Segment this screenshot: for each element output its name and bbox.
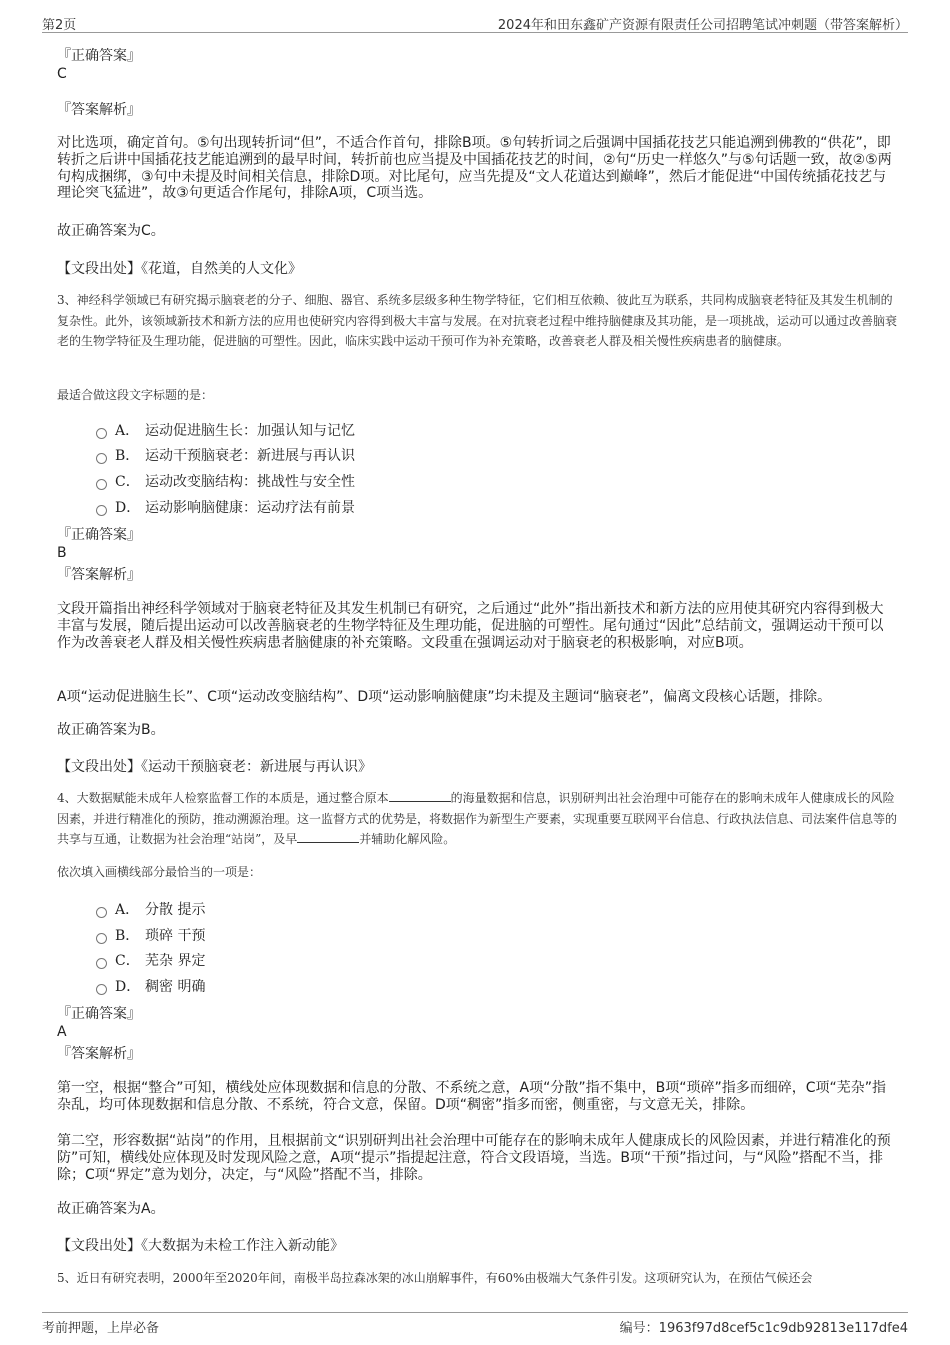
option-letter: C． — [115, 953, 140, 969]
q3-prompt: 最适合做这段文字标题的是： — [57, 388, 214, 402]
q4-analysis-p2: 第二空，形容数据“站岗”的作用，且根据前文“识别研判出社会治理中可能存在的影响未成年人健康成长的风险因素，并进行精准化的预防”可知，横线处应体现及时发现风险之意，A项“提示”指提起注意，符合文段语境，当选。B项“干预”指过问，与“风险”搭配不当，排除；C项“界定”意为划分，决定，与“风险”搭配不当，排除。 — [57, 1133, 891, 1183]
q3-option-d[interactable] — [96, 498, 355, 518]
q2-analysis-p1: 对比选项，确定首句。⑤句出现转折词“但”，不适合作首句，排除B项。⑤句转折词之后强调中国插花技艺只能追溯到佛教的“供花”，即转折之后讲中国插花技艺能追溯到的最早时间，转折前也应当提及中国插花技艺的时间，②句“历史一样悠久”与⑤句话题一致，故②⑤两句构成捆绑，③句中未提及时间相关信息，排除D项。对比尾句，应当先提及“文人花道达到巅峰”，然后才能促进“中国传统插花技艺与理论突飞猛进”，故③句更适合作尾句，排除A项，C项当选。 — [57, 135, 892, 202]
fill-blank-1 — [389, 789, 451, 802]
radio-icon[interactable] — [96, 933, 107, 944]
q2-analysis-label: 『答案解析』 — [57, 102, 141, 118]
q2-correct-label: 『正确答案』 — [57, 48, 141, 64]
q4-source: 【文段出处】《大数据为未检工作注入新动能》 — [57, 1238, 344, 1254]
q2-analysis-p2: 故正确答案为C。 — [57, 223, 165, 239]
radio-icon[interactable] — [96, 907, 107, 918]
radio-icon[interactable] — [96, 479, 107, 490]
option-letter: B． — [115, 928, 140, 944]
page-number: 第2页 — [42, 18, 77, 33]
q4-analysis-label: 『答案解析』 — [57, 1046, 141, 1062]
q2-source: 【文段出处】《花道，自然美的人文化》 — [57, 261, 302, 277]
radio-icon[interactable] — [96, 428, 107, 439]
q4-option-b[interactable] — [96, 926, 205, 946]
q3-stem: 3、神经科学领域已有研究揭示脑衰老的分子、细胞、器官、系统多层级多种生物学特征，它们相互依赖、彼此互为联系，共同构成脑衰老特征及其发生机制的复杂性。此外，该领域新技术和新方法的应用也使研究内容得到极大丰富与发展。在对抗衰老过程中维持脑健康及其功能，是一项挑战，运动可以通过改善脑衰老的生物学特征及生理功能，促进脑的可塑性。因此，临床实践中运动干预可作为补充策略，改善衰老人群及相关慢性疾病患者的脑健康。 — [57, 293, 898, 348]
q4-option-a[interactable] — [96, 900, 205, 920]
option-letter: B． — [115, 448, 140, 464]
q3-option-a[interactable] — [96, 421, 355, 441]
radio-icon[interactable] — [96, 958, 107, 969]
q3-analysis-label: 『答案解析』 — [57, 567, 141, 583]
radio-icon[interactable] — [96, 453, 107, 464]
radio-icon[interactable] — [96, 984, 107, 995]
q4-prompt: 依次填入画横线部分最恰当的一项是： — [57, 865, 262, 879]
q3-answer: B — [57, 545, 67, 561]
q3-analysis-p2: A项“运动促进脑生长”、C项“运动改变脑结构”、D项“运动影响脑健康”均未提及主题词“脑衰老”，偏离文段核心话题，排除。 — [57, 689, 832, 705]
fill-blank-2 — [297, 830, 359, 843]
q3-option-b[interactable] — [96, 446, 355, 466]
option-letter: A． — [115, 902, 140, 918]
q4-stem-part3: 并辅助化解风险。 — [359, 832, 456, 846]
option-text: 运动促进脑生长：加强认知与记忆 — [145, 423, 355, 439]
radio-icon[interactable] — [96, 505, 107, 516]
option-letter: D． — [115, 979, 141, 995]
q4-analysis-p3: 故正确答案为A。 — [57, 1201, 165, 1217]
q4-correct-label: 『正确答案』 — [57, 1006, 141, 1022]
option-text: 运动干预脑衰老：新进展与再认识 — [145, 448, 355, 464]
option-text: 稠密 明确 — [145, 979, 206, 995]
option-letter: D． — [115, 500, 141, 516]
page-footer — [42, 1312, 908, 1335]
option-letter: C． — [115, 474, 140, 490]
q4-stem-part2: 的海量数据和信息，识别研判出社会治理中可能存在的影响未成年人健康成长的风险因素，并进行精准化的预防，推动溯源治理。这一监督方式的优势是，将数据作为新型生产要素，实现重要互联网平台信息、行政执法信息、司法案件信息等的共享与互通，让数据为社会治理“站岗”，及早 — [57, 791, 898, 846]
option-text: 琐碎 干预 — [145, 928, 206, 944]
q4-analysis-p1: 第一空，根据“整合”可知，横线处应体现数据和信息的分散、不系统之意，A项“分散”指不集中，B项“琐碎”指多而细碎，C项“芜杂”指杂乱，均可体现数据和信息分散、不系统，符合文意，保留。D项“稠密”指多而密，侧重密，与文意无关，排除。 — [57, 1080, 886, 1113]
q4-stem-part1: 4、大数据赋能未成年人检察监督工作的本质是，通过整合原本 — [57, 791, 389, 805]
document-title: 2024年和田东鑫矿产资源有限责任公司招聘笔试冲刺题（带答案解析） — [497, 18, 908, 33]
option-text: 运动改变脑结构：挑战性与安全性 — [145, 474, 355, 490]
footer-slogan: 考前押题，上岸必备 — [42, 1321, 160, 1336]
q4-answer: A — [57, 1024, 67, 1040]
q3-source: 【文段出处】《运动干预脑衰老：新进展与再认识》 — [57, 759, 372, 775]
q3-option-c[interactable] — [96, 472, 355, 492]
q3-correct-label: 『正确答案』 — [57, 527, 141, 543]
q2-answer: C — [57, 66, 67, 82]
q4-option-d[interactable] — [96, 977, 205, 997]
option-text: 运动影响脑健康：运动疗法有前景 — [145, 500, 355, 516]
option-letter: A． — [115, 423, 140, 439]
option-text: 芜杂 界定 — [145, 953, 206, 969]
q4-option-c[interactable] — [96, 951, 205, 971]
document-serial: 编号：1963f97d8cef5c1c9db92813e117dfe4 — [619, 1321, 908, 1336]
q3-analysis-p1: 文段开篇指出神经科学领域对于脑衰老特征及其发生机制已有研究，之后通过“此外”指出新技术和新方法的应用使其研究内容得到极大丰富与发展，随后提出运动可以改善脑衰老的生物学特征及生理功能，促进脑的可塑性。尾句通过“因此”总结前文，强调运动干预可以作为改善衰老人群及相关慢性疾病患者脑健康的补充策略。文段重在强调运动对于脑衰老的积极影响，对应B项。 — [57, 601, 884, 651]
option-text: 分散 提示 — [145, 902, 206, 918]
q4-stem — [57, 788, 897, 850]
page-header — [42, 12, 908, 33]
q5-stem: 5、近日有研究表明，2000年至2020年间，南极半岛拉森冰架的冰山崩解事件，有60%由极端大气条件引发。这项研究认为，在预估气候还会 — [57, 1271, 813, 1285]
q3-analysis-p3: 故正确答案为B。 — [57, 722, 165, 738]
